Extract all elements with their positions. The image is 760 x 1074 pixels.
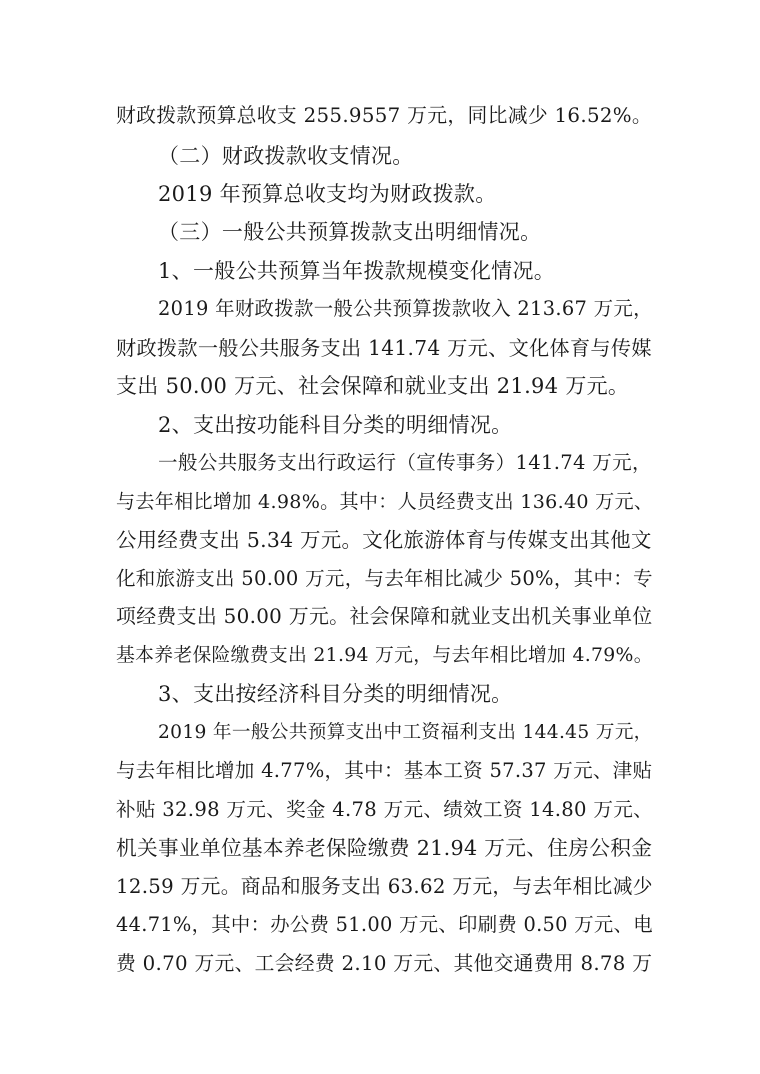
text-line: 基本养老保险缴费支出 21.94 万元，与去年相比增加 4.79%。 xyxy=(116,645,653,666)
text-line: 2019 年一般公共预算支出中工资福利支出 144.45 万元， xyxy=(158,722,653,743)
text-line: 支出 50.00 万元、社会保障和就业支出 21.94 万元。 xyxy=(116,374,630,398)
text-line: 与去年相比增加 4.98%。其中：人员经费支出 136.40 万元、 xyxy=(116,491,654,513)
text-line: 项经费支出 50.00 万元。社会保障和就业支出机关事业单位 xyxy=(116,605,653,628)
text-line: 费 0.70 万元、工会经费 2.10 万元、其他交通费用 8.78 万 xyxy=(116,952,653,975)
text-line: 补贴 32.98 万元、奖金 4.78 万元、绩效工资 14.80 万元、 xyxy=(116,798,653,821)
section-heading: （三）一般公共预算拨款支出明细情况。 xyxy=(158,220,542,244)
subsection-heading: 2、支出按功能科目分类的明细情况。 xyxy=(158,413,513,437)
subsection-heading: 3、支出按经济科目分类的明细情况。 xyxy=(158,682,513,706)
text-line: 2019 年预算总收支均为财政拨款。 xyxy=(158,182,497,206)
text-line: 公用经费支出 5.34 万元。文化旅游体育与传媒支出其他文 xyxy=(116,528,652,552)
text-line: 2019 年财政拨款一般公共预算拨款收入 213.67 万元， xyxy=(158,297,653,320)
text-line: 财政拨款一般公共服务支出 141.74 万元、文化体育与传媒 xyxy=(116,336,652,360)
text-line: 12.59 万元。商品和服务支出 63.62 万元，与去年相比减少 xyxy=(116,875,653,898)
text-line: 财政拨款预算总收支 255.9557 万元，同比减少 16.52%。 xyxy=(116,104,652,127)
text-line: 化和旅游支出 50.00 万元，与去年相比减少 50%，其中：专 xyxy=(116,567,653,590)
text-line: 44.71%，其中：办公费 51.00 万元、印刷费 0.50 万元、电 xyxy=(116,913,653,936)
text-line: 一般公共服务支出行政运行（宣传事务）141.74 万元， xyxy=(158,451,652,474)
subsection-heading: 1、一般公共预算当年拨款规模变化情况。 xyxy=(158,259,556,283)
text-line: 机关事业单位基本养老保险缴费 21.94 万元、住房公积金 xyxy=(116,836,653,860)
section-heading: （二）财政拨款收支情况。 xyxy=(158,144,414,168)
text-line: 与去年相比增加 4.77%，其中：基本工资 57.37 万元、津贴 xyxy=(116,759,653,782)
